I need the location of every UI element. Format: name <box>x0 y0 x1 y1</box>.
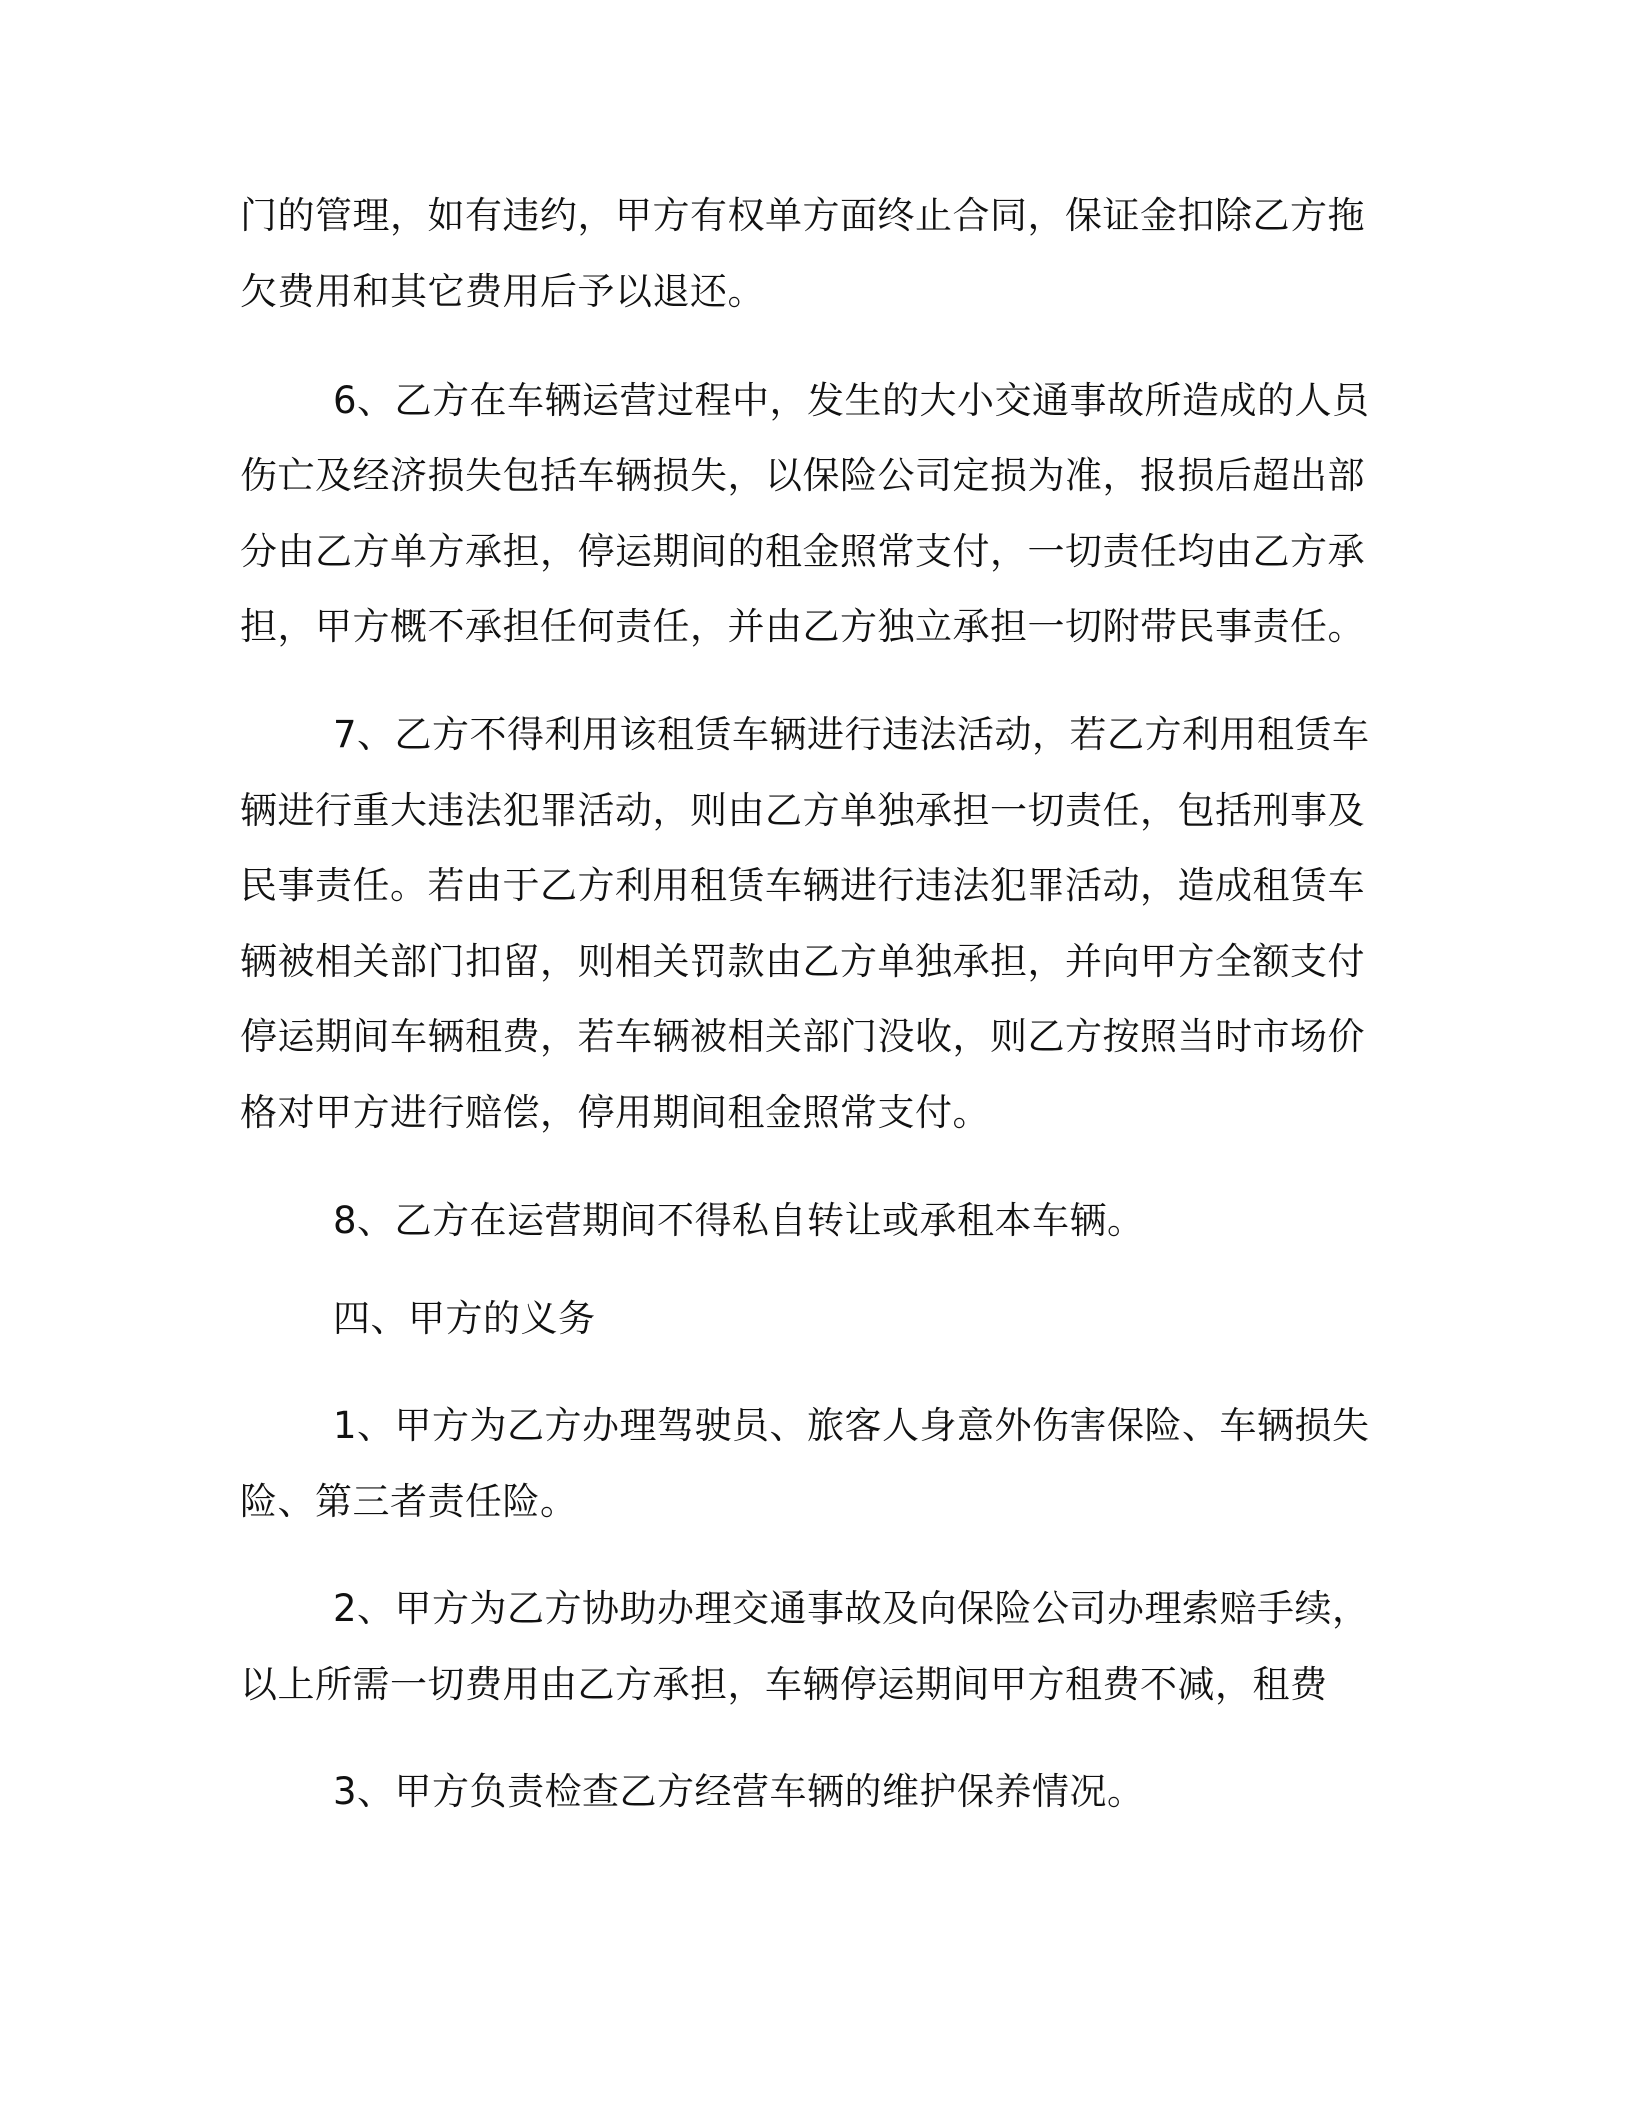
text-line: 门的管理，如有违约，甲方有权单方面终止合同，保证金扣除乙方拖 <box>240 194 1365 237</box>
obligation-1-start: 1、甲方为乙方办理驾驶员、旅客人身意外伤害保险、车辆损失 <box>333 1404 1370 1447</box>
text-line: 欠费用和其它费用后予以退还。 <box>240 270 765 313</box>
text-line: 险、第三者责任险。 <box>240 1480 578 1523</box>
text-line: 担，甲方概不承担任何责任，并由乙方独立承担一切附带民事责任。 <box>240 605 1365 648</box>
text-line: 辆进行重大违法犯罪活动，则由乙方单独承担一切责任，包括刑事及 <box>240 789 1365 832</box>
text-line: 格对甲方进行赔偿，停用期间租金照常支付。 <box>240 1091 990 1134</box>
section-heading: 四、甲方的义务 <box>333 1297 596 1340</box>
text-line: 以上所需一切费用由乙方承担，车辆停运期间甲方租费不减，租费 <box>240 1663 1328 1706</box>
paragraph-8: 8、乙方在运营期间不得私自转让或承租本车辆。 <box>333 1199 1145 1242</box>
text-line: 分由乙方单方承担，停运期间的租金照常支付，一切责任均由乙方承 <box>240 530 1365 573</box>
obligation-2-start: 2、甲方为乙方协助办理交通事故及向保险公司办理索赔手续， <box>333 1587 1370 1630</box>
paragraph-6-start: 6、乙方在车辆运营过程中，发生的大小交通事故所造成的人员 <box>333 379 1370 422</box>
obligation-3: 3、甲方负责检查乙方经营车辆的维护保养情况。 <box>333 1770 1145 1813</box>
text-line: 停运期间车辆租费，若车辆被相关部门没收，则乙方按照当时市场价 <box>240 1015 1365 1058</box>
text-line: 民事责任。若由于乙方利用租赁车辆进行违法犯罪活动，造成租赁车 <box>240 864 1365 907</box>
text-line: 伤亡及经济损失包括车辆损失，以保险公司定损为准，报损后超出部 <box>240 454 1365 497</box>
text-line: 辆被相关部门扣留，则相关罚款由乙方单独承担，并向甲方全额支付 <box>240 940 1365 983</box>
paragraph-7-start: 7、乙方不得利用该租赁车辆进行违法活动，若乙方利用租赁车 <box>333 713 1370 756</box>
